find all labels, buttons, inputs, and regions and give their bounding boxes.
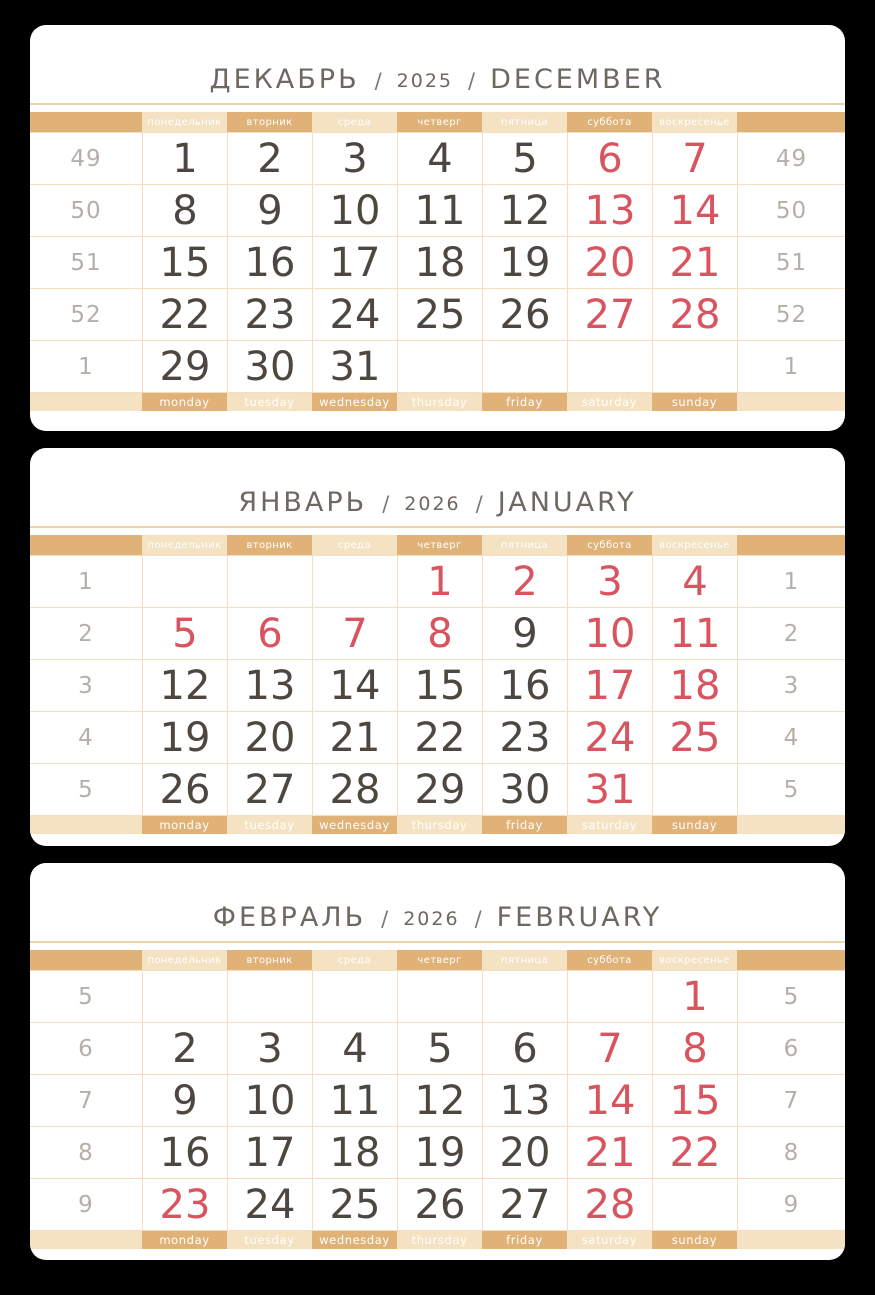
month-name-en: DECEMBER [490, 64, 666, 95]
weekday-header-friday: пятница [482, 950, 567, 970]
day-cell: 14 [312, 660, 397, 711]
weekday-footer-monday: monday [142, 816, 227, 834]
day-cell: 13 [227, 660, 312, 711]
footer-gutter [737, 816, 845, 834]
day-cell: 8 [142, 185, 227, 236]
day-cell: 21 [567, 1127, 652, 1178]
title-separator: / [382, 492, 390, 516]
day-cell: 12 [397, 1075, 482, 1126]
day-cell: 22 [652, 1127, 737, 1178]
day-cell: 5 [482, 133, 567, 184]
week-number-left: 49 [70, 145, 102, 172]
header-gutter [737, 950, 845, 970]
weekday-header-saturday: суббота [567, 950, 652, 970]
day-cell: 24 [567, 712, 652, 763]
day-cell: 4 [397, 133, 482, 184]
month-year: 2026 [403, 908, 460, 930]
footer-gutter [30, 393, 142, 411]
week-number-right: 3 [737, 660, 845, 711]
day-cell: 13 [482, 1075, 567, 1126]
footer-gutter [30, 816, 142, 834]
week-number-right: 1 [737, 556, 845, 607]
weekday-footer-friday: friday [482, 816, 567, 834]
day-cell: 31 [567, 764, 652, 815]
day-cell: 3 [567, 556, 652, 607]
header-gutter [30, 112, 142, 132]
weekday-footer-saturday: saturday [567, 393, 652, 411]
weekday-header-monday: понедельник [142, 535, 227, 555]
title-separator: / [381, 907, 389, 931]
week-row [30, 341, 845, 393]
weeks-grid [30, 132, 845, 393]
title-divider [30, 941, 845, 943]
month-name-ru: ДЕКАБРЬ [209, 64, 360, 95]
weekday-header-saturday: суббота [567, 535, 652, 555]
week-number-right: 9 [737, 1179, 845, 1230]
day-cell: 21 [652, 237, 737, 288]
day-cell: 6 [227, 608, 312, 659]
week-row [30, 1075, 845, 1127]
weekday-header-wednesday: среда [312, 112, 397, 132]
day-cell: 20 [227, 712, 312, 763]
day-cell: 1 [397, 556, 482, 607]
day-cell: 17 [312, 237, 397, 288]
weekday-footer-friday: friday [482, 393, 567, 411]
day-cell: 29 [397, 764, 482, 815]
day-cell-empty [482, 971, 567, 1022]
day-cell: 16 [227, 237, 312, 288]
month-year: 2025 [396, 70, 454, 92]
weekday-header-row [30, 112, 845, 132]
day-cell: 17 [567, 660, 652, 711]
day-cell: 26 [397, 1179, 482, 1230]
header-gutter [30, 535, 142, 555]
weekday-footer-row [30, 1231, 845, 1249]
week-row [30, 608, 845, 660]
weekday-header-row [30, 950, 845, 970]
day-cell: 30 [227, 341, 312, 392]
weekday-footer-row [30, 816, 845, 834]
day-cell: 30 [482, 764, 567, 815]
day-cell: 22 [397, 712, 482, 763]
week-number-right: 2 [737, 608, 845, 659]
week-number-left: 4 [78, 724, 94, 751]
day-cell: 18 [397, 237, 482, 288]
title-separator: / [468, 69, 476, 93]
weekday-footer-saturday: saturday [567, 816, 652, 834]
title-separator: / [475, 492, 483, 516]
day-cell: 12 [142, 660, 227, 711]
day-cell: 9 [482, 608, 567, 659]
weekday-header-tuesday: вторник [227, 535, 312, 555]
week-row [30, 289, 845, 341]
day-cell: 1 [652, 971, 737, 1022]
day-cell: 19 [482, 237, 567, 288]
weekday-footer-wednesday: wednesday [312, 816, 397, 834]
weekday-footer-sunday: sunday [652, 816, 737, 834]
weekday-header-row [30, 535, 845, 555]
week-number-left: 8 [78, 1139, 94, 1166]
week-number-left: 7 [78, 1087, 94, 1114]
footer-gutter [737, 393, 845, 411]
weeks-grid [30, 555, 845, 816]
day-cell: 31 [312, 341, 397, 392]
weekday-header-wednesday: среда [312, 535, 397, 555]
week-row [30, 237, 845, 289]
day-cell: 22 [142, 289, 227, 340]
weekday-header-saturday: суббота [567, 112, 652, 132]
month-title [30, 863, 845, 941]
day-cell: 10 [567, 608, 652, 659]
week-row [30, 556, 845, 608]
day-cell: 24 [227, 1179, 312, 1230]
day-cell: 3 [227, 1023, 312, 1074]
week-row [30, 764, 845, 816]
week-number-right: 7 [737, 1075, 845, 1126]
day-cell: 14 [652, 185, 737, 236]
day-cell: 27 [482, 1179, 567, 1230]
month-name-ru: ЯНВАРЬ [238, 487, 368, 518]
weekday-footer-thursday: thursday [397, 393, 482, 411]
weekday-footer-tuesday: tuesday [227, 816, 312, 834]
weekday-footer-monday: monday [142, 393, 227, 411]
month-card-january [30, 448, 845, 846]
day-cell: 23 [227, 289, 312, 340]
month-name-en: JANUARY [497, 487, 637, 518]
week-number-left: 50 [70, 197, 102, 224]
weekday-footer-sunday: sunday [652, 1231, 737, 1249]
week-number-right: 5 [737, 764, 845, 815]
day-cell: 21 [312, 712, 397, 763]
weekday-header-tuesday: вторник [227, 950, 312, 970]
week-number-right: 50 [737, 185, 845, 236]
day-cell: 15 [142, 237, 227, 288]
week-number-right: 51 [737, 237, 845, 288]
week-number-left: 5 [78, 776, 94, 803]
day-cell: 9 [227, 185, 312, 236]
day-cell: 29 [142, 341, 227, 392]
weekday-header-monday: понедельник [142, 950, 227, 970]
day-cell: 19 [397, 1127, 482, 1178]
day-cell-empty [652, 1179, 737, 1230]
week-number-left: 2 [78, 620, 94, 647]
weekday-header-tuesday: вторник [227, 112, 312, 132]
day-cell: 2 [142, 1023, 227, 1074]
week-row [30, 660, 845, 712]
day-cell: 7 [312, 608, 397, 659]
day-cell-empty [312, 556, 397, 607]
day-cell: 23 [482, 712, 567, 763]
day-cell-empty [652, 341, 737, 392]
day-cell: 6 [482, 1023, 567, 1074]
week-number-right: 1 [737, 341, 845, 392]
month-name-ru: ФЕВРАЛЬ [212, 902, 367, 933]
day-cell: 14 [567, 1075, 652, 1126]
weekday-header-thursday: четверг [397, 112, 482, 132]
day-cell-empty [567, 341, 652, 392]
month-title [30, 448, 845, 526]
day-cell: 12 [482, 185, 567, 236]
title-divider [30, 103, 845, 105]
day-cell: 16 [482, 660, 567, 711]
day-cell: 25 [652, 712, 737, 763]
day-cell: 26 [482, 289, 567, 340]
day-cell: 10 [227, 1075, 312, 1126]
day-cell: 11 [397, 185, 482, 236]
weekday-footer-row [30, 393, 845, 411]
day-cell-empty [142, 971, 227, 1022]
week-row [30, 971, 845, 1023]
week-row [30, 1023, 845, 1075]
day-cell: 2 [482, 556, 567, 607]
day-cell: 6 [567, 133, 652, 184]
day-cell: 20 [567, 237, 652, 288]
week-number-left: 6 [78, 1035, 94, 1062]
day-cell: 27 [567, 289, 652, 340]
title-separator: / [374, 69, 382, 93]
week-number-left: 9 [78, 1191, 94, 1218]
month-card-december [30, 25, 845, 431]
header-gutter [737, 535, 845, 555]
day-cell-empty [397, 341, 482, 392]
week-number-left: 5 [78, 983, 94, 1010]
day-cell: 7 [567, 1023, 652, 1074]
weekday-footer-thursday: thursday [397, 1231, 482, 1249]
week-number-left: 51 [70, 249, 102, 276]
weekday-header-monday: понедельник [142, 112, 227, 132]
month-year: 2026 [404, 493, 461, 515]
day-cell: 11 [312, 1075, 397, 1126]
weekday-header-wednesday: среда [312, 950, 397, 970]
day-cell: 11 [652, 608, 737, 659]
week-number-left: 1 [78, 353, 94, 380]
week-row [30, 1127, 845, 1179]
footer-gutter [30, 1231, 142, 1249]
week-number-left: 1 [78, 568, 94, 595]
weekday-footer-tuesday: tuesday [227, 393, 312, 411]
day-cell-empty [652, 764, 737, 815]
week-number-left: 52 [70, 301, 102, 328]
footer-gutter [737, 1231, 845, 1249]
weekday-header-sunday: воскресенье [652, 535, 737, 555]
title-divider [30, 526, 845, 528]
day-cell: 24 [312, 289, 397, 340]
day-cell: 28 [312, 764, 397, 815]
week-number-right: 6 [737, 1023, 845, 1074]
weekday-header-sunday: воскресенье [652, 950, 737, 970]
weekday-footer-monday: monday [142, 1231, 227, 1249]
week-row [30, 712, 845, 764]
day-cell: 4 [312, 1023, 397, 1074]
day-cell: 5 [142, 608, 227, 659]
weekday-footer-tuesday: tuesday [227, 1231, 312, 1249]
week-row [30, 1179, 845, 1231]
day-cell: 18 [652, 660, 737, 711]
day-cell: 28 [652, 289, 737, 340]
weekday-header-friday: пятница [482, 112, 567, 132]
weekday-footer-friday: friday [482, 1231, 567, 1249]
header-gutter [30, 950, 142, 970]
week-number-right: 8 [737, 1127, 845, 1178]
weekday-header-thursday: четверг [397, 535, 482, 555]
weekday-footer-thursday: thursday [397, 816, 482, 834]
day-cell: 15 [652, 1075, 737, 1126]
day-cell: 26 [142, 764, 227, 815]
week-number-right: 49 [737, 133, 845, 184]
day-cell: 23 [142, 1179, 227, 1230]
week-number-right: 4 [737, 712, 845, 763]
weekday-header-sunday: воскресенье [652, 112, 737, 132]
weekday-footer-wednesday: wednesday [312, 393, 397, 411]
day-cell: 13 [567, 185, 652, 236]
day-cell: 18 [312, 1127, 397, 1178]
day-cell: 5 [397, 1023, 482, 1074]
weeks-grid [30, 970, 845, 1231]
weekday-footer-wednesday: wednesday [312, 1231, 397, 1249]
day-cell-empty [567, 971, 652, 1022]
day-cell: 4 [652, 556, 737, 607]
week-number-right: 5 [737, 971, 845, 1022]
day-cell: 8 [652, 1023, 737, 1074]
day-cell-empty [397, 971, 482, 1022]
day-cell-empty [227, 971, 312, 1022]
day-cell: 19 [142, 712, 227, 763]
day-cell: 9 [142, 1075, 227, 1126]
weekday-header-thursday: четверг [397, 950, 482, 970]
weekday-footer-saturday: saturday [567, 1231, 652, 1249]
day-cell: 27 [227, 764, 312, 815]
day-cell: 25 [312, 1179, 397, 1230]
header-gutter [737, 112, 845, 132]
day-cell: 16 [142, 1127, 227, 1178]
day-cell: 8 [397, 608, 482, 659]
day-cell: 3 [312, 133, 397, 184]
title-separator: / [474, 907, 482, 931]
week-row [30, 133, 845, 185]
month-title [30, 25, 845, 103]
weekday-footer-sunday: sunday [652, 393, 737, 411]
week-number-left: 3 [78, 672, 94, 699]
day-cell: 28 [567, 1179, 652, 1230]
week-number-right: 52 [737, 289, 845, 340]
weekday-header-friday: пятница [482, 535, 567, 555]
week-row [30, 185, 845, 237]
day-cell: 25 [397, 289, 482, 340]
day-cell: 7 [652, 133, 737, 184]
day-cell: 10 [312, 185, 397, 236]
month-card-february [30, 863, 845, 1260]
day-cell: 20 [482, 1127, 567, 1178]
day-cell-empty [312, 971, 397, 1022]
month-name-en: FEBRUARY [496, 902, 663, 933]
day-cell-empty [142, 556, 227, 607]
day-cell-empty [227, 556, 312, 607]
day-cell: 2 [227, 133, 312, 184]
day-cell: 17 [227, 1127, 312, 1178]
day-cell: 15 [397, 660, 482, 711]
day-cell-empty [482, 341, 567, 392]
day-cell: 1 [142, 133, 227, 184]
